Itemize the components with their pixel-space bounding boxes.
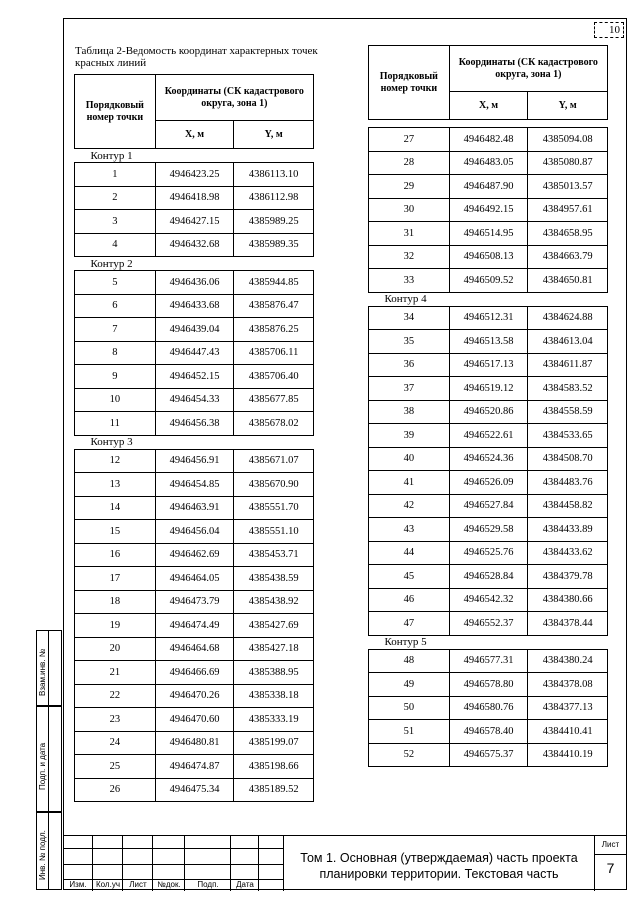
point-number-cell: 51	[369, 720, 450, 744]
point-number-cell: 8	[75, 341, 156, 365]
x-coordinate-cell: 4946483.05	[449, 151, 528, 175]
point-number-cell: 34	[369, 306, 450, 330]
side-stamp-field-1	[49, 630, 62, 706]
x-coordinate-cell: 4946464.05	[155, 567, 234, 591]
point-number-cell: 44	[369, 541, 450, 565]
table-row	[369, 424, 608, 448]
x-coordinate-cell: 4946470.26	[155, 684, 234, 708]
table-row	[369, 720, 608, 744]
x-coordinate-cell: 4946542.32	[449, 588, 528, 612]
x-coordinate-cell: 4946454.85	[155, 473, 234, 497]
x-coordinate-cell: 4946480.81	[155, 731, 234, 755]
point-number-cell: 15	[75, 520, 156, 544]
point-number-cell: 36	[369, 353, 450, 377]
table-row	[369, 151, 608, 175]
table-row	[75, 708, 314, 732]
point-number-cell: 50	[369, 696, 450, 720]
table-row	[75, 684, 314, 708]
y-coordinate-cell: 4384410.19	[528, 743, 608, 767]
table-row	[369, 588, 608, 612]
table-row	[369, 447, 608, 471]
contour-label	[369, 120, 608, 128]
x-coordinate-cell: 4946418.98	[155, 186, 234, 210]
x-coordinate-cell: 4946436.06	[155, 271, 234, 295]
y-coordinate-cell: 4384508.70	[528, 447, 608, 471]
side-label-original-inv: Инв. № подл.	[38, 830, 47, 880]
x-coordinate-cell: 4946463.91	[155, 496, 234, 520]
x-coordinate-cell: 4946529.58	[449, 518, 528, 542]
point-number-cell: 41	[369, 471, 450, 495]
y-coordinate-cell: 4384613.04	[528, 330, 608, 354]
table-row	[75, 755, 314, 779]
y-coordinate-cell: 4384377.13	[528, 696, 608, 720]
y-coordinate-cell: 4385453.71	[234, 543, 314, 567]
table-row	[75, 233, 314, 257]
point-number-cell: 46	[369, 588, 450, 612]
y-coordinate-cell: 4385199.07	[234, 731, 314, 755]
x-coordinate-cell: 4946512.31	[449, 306, 528, 330]
header-x: X, м	[449, 92, 528, 120]
table-row	[75, 210, 314, 234]
y-coordinate-cell: 4384433.62	[528, 541, 608, 565]
point-number-cell: 24	[75, 731, 156, 755]
y-coordinate-cell: 4384378.44	[528, 612, 608, 636]
x-coordinate-cell: 4946528.84	[449, 565, 528, 589]
table-row	[75, 388, 314, 412]
y-coordinate-cell: 4385080.87	[528, 151, 608, 175]
x-coordinate-cell: 4946508.13	[449, 245, 528, 269]
x-coordinate-cell: 4946524.36	[449, 447, 528, 471]
y-coordinate-cell: 4385677.85	[234, 388, 314, 412]
table-row	[369, 269, 608, 293]
coordinates-table-right	[368, 45, 608, 767]
y-coordinate-cell: 4384957.61	[528, 198, 608, 222]
point-number-cell: 6	[75, 294, 156, 318]
contour-label: Контур 4	[369, 292, 608, 306]
side-label-signature-date: Подп. и дата	[38, 742, 47, 790]
y-coordinate-cell: 4384483.76	[528, 471, 608, 495]
header-y: Y, м	[234, 121, 314, 149]
table-row	[369, 128, 608, 152]
y-coordinate-cell: 4385338.18	[234, 684, 314, 708]
y-coordinate-cell: 4384433.89	[528, 518, 608, 542]
point-number-cell: 10	[75, 388, 156, 412]
x-coordinate-cell: 4946456.04	[155, 520, 234, 544]
x-coordinate-cell: 4946522.61	[449, 424, 528, 448]
y-coordinate-cell: 4384558.59	[528, 400, 608, 424]
table-row	[75, 341, 314, 365]
y-coordinate-cell: 4384663.79	[528, 245, 608, 269]
header-x: X, м	[155, 121, 234, 149]
table-row	[75, 163, 314, 187]
sheet-number: 7	[606, 860, 615, 876]
y-coordinate-cell: 4384458.82	[528, 494, 608, 518]
point-number-cell: 45	[369, 565, 450, 589]
x-coordinate-cell: 4946526.09	[449, 471, 528, 495]
y-coordinate-cell: 4384533.65	[528, 424, 608, 448]
y-coordinate-cell: 4385551.10	[234, 520, 314, 544]
x-coordinate-cell: 4946482.48	[449, 128, 528, 152]
y-coordinate-cell: 4385678.02	[234, 412, 314, 436]
x-coordinate-cell: 4946462.69	[155, 543, 234, 567]
x-coordinate-cell: 4946475.34	[155, 778, 234, 802]
table-row	[369, 649, 608, 673]
table-row	[75, 567, 314, 591]
point-number-cell: 20	[75, 637, 156, 661]
x-coordinate-cell: 4946575.37	[449, 743, 528, 767]
x-coordinate-cell: 4946427.15	[155, 210, 234, 234]
point-number-cell: 5	[75, 271, 156, 295]
y-coordinate-cell: 4384583.52	[528, 377, 608, 401]
table-row	[369, 400, 608, 424]
point-number-cell: 26	[75, 778, 156, 802]
y-coordinate-cell: 4385333.19	[234, 708, 314, 732]
header-point-number: Порядковый номер точки	[75, 75, 156, 149]
side-label-replacement-inv: Взам.инв. №	[38, 648, 47, 696]
table-row	[369, 743, 608, 767]
point-number-cell: 9	[75, 365, 156, 389]
stamp-col-doc-number: №док.	[157, 880, 181, 889]
contour-label: Контур 3	[75, 435, 314, 449]
table-row	[75, 661, 314, 685]
y-coordinate-cell: 4385706.40	[234, 365, 314, 389]
table-row	[369, 377, 608, 401]
table-row	[75, 637, 314, 661]
stamp-col-signature: Подп.	[197, 880, 219, 889]
table-row	[369, 198, 608, 222]
x-coordinate-cell: 4946520.86	[449, 400, 528, 424]
point-number-cell: 2	[75, 186, 156, 210]
contour-label: Контур 2	[75, 257, 314, 271]
y-coordinate-cell: 4385551.70	[234, 496, 314, 520]
x-coordinate-cell: 4946578.80	[449, 673, 528, 697]
table-row	[369, 353, 608, 377]
y-coordinate-cell: 4384410.41	[528, 720, 608, 744]
point-number-cell: 39	[369, 424, 450, 448]
table-row	[75, 412, 314, 436]
table-row	[75, 449, 314, 473]
y-coordinate-cell: 4385944.85	[234, 271, 314, 295]
point-number-cell: 4	[75, 233, 156, 257]
x-coordinate-cell: 4946466.69	[155, 661, 234, 685]
y-coordinate-cell: 4384378.08	[528, 673, 608, 697]
x-coordinate-cell: 4946527.84	[449, 494, 528, 518]
y-coordinate-cell: 4385427.69	[234, 614, 314, 638]
x-coordinate-cell: 4946580.76	[449, 696, 528, 720]
x-coordinate-cell: 4946439.04	[155, 318, 234, 342]
point-number-cell: 19	[75, 614, 156, 638]
table-row	[369, 175, 608, 199]
x-coordinate-cell: 4946454.33	[155, 388, 234, 412]
x-coordinate-cell: 4946487.90	[449, 175, 528, 199]
table-row	[75, 590, 314, 614]
y-coordinate-cell: 4385989.25	[234, 210, 314, 234]
document-title: Том 1. Основная (утверждаемая) часть проекта планировки территории. Текстовая часть	[300, 851, 578, 881]
y-coordinate-cell: 4384624.88	[528, 306, 608, 330]
sheet-label: Лист	[601, 840, 620, 849]
y-coordinate-cell: 4385876.47	[234, 294, 314, 318]
coordinates-table-left	[74, 74, 314, 802]
point-number-cell: 3	[75, 210, 156, 234]
x-coordinate-cell: 4946474.87	[155, 755, 234, 779]
point-number-cell: 38	[369, 400, 450, 424]
point-number-cell: 49	[369, 673, 450, 697]
y-coordinate-cell: 4386112.98	[234, 186, 314, 210]
table-row	[75, 271, 314, 295]
header-coordinates: Координаты (СК кадастрового округа, зона 1)	[449, 46, 607, 92]
x-coordinate-cell: 4946473.79	[155, 590, 234, 614]
table-row	[369, 306, 608, 330]
point-number-cell: 35	[369, 330, 450, 354]
point-number-cell: 13	[75, 473, 156, 497]
x-coordinate-cell: 4946456.91	[155, 449, 234, 473]
x-coordinate-cell: 4946433.68	[155, 294, 234, 318]
table-row	[369, 494, 608, 518]
table-row	[75, 731, 314, 755]
point-number-cell: 25	[75, 755, 156, 779]
table-row	[369, 673, 608, 697]
point-number-cell: 21	[75, 661, 156, 685]
contour-label: Контур 5	[369, 635, 608, 649]
stamp-col-change: Изм.	[69, 880, 87, 889]
point-number-cell: 11	[75, 412, 156, 436]
point-number-cell: 27	[369, 128, 450, 152]
x-coordinate-cell: 4946519.12	[449, 377, 528, 401]
table-row	[75, 520, 314, 544]
point-number-cell: 7	[75, 318, 156, 342]
table-row	[369, 565, 608, 589]
x-coordinate-cell: 4946452.15	[155, 365, 234, 389]
stamp-col-sheet: Лист	[129, 880, 147, 889]
y-coordinate-cell: 4385438.92	[234, 590, 314, 614]
x-coordinate-cell: 4946552.37	[449, 612, 528, 636]
table-row	[75, 365, 314, 389]
table-row	[369, 696, 608, 720]
x-coordinate-cell: 4946423.25	[155, 163, 234, 187]
x-coordinate-cell: 4946517.13	[449, 353, 528, 377]
point-number-cell: 48	[369, 649, 450, 673]
point-number-cell: 23	[75, 708, 156, 732]
table-row	[75, 294, 314, 318]
x-coordinate-cell: 4946456.38	[155, 412, 234, 436]
y-coordinate-cell: 4385094.08	[528, 128, 608, 152]
point-number-cell: 32	[369, 245, 450, 269]
point-number-cell: 30	[369, 198, 450, 222]
y-coordinate-cell: 4384380.66	[528, 588, 608, 612]
point-number-cell: 47	[369, 612, 450, 636]
table-row	[75, 778, 314, 802]
y-coordinate-cell: 4385706.11	[234, 341, 314, 365]
y-coordinate-cell: 4384650.81	[528, 269, 608, 293]
y-coordinate-cell: 4385427.18	[234, 637, 314, 661]
x-coordinate-cell: 4946578.40	[449, 720, 528, 744]
x-coordinate-cell: 4946513.58	[449, 330, 528, 354]
stamp-col-date: Дата	[236, 880, 254, 889]
x-coordinate-cell: 4946514.95	[449, 222, 528, 246]
y-coordinate-cell: 4385671.07	[234, 449, 314, 473]
table-row	[75, 496, 314, 520]
y-coordinate-cell: 4385388.95	[234, 661, 314, 685]
table-row	[369, 330, 608, 354]
header-point-number: Порядковый номер точки	[369, 46, 450, 120]
point-number-cell: 52	[369, 743, 450, 767]
y-coordinate-cell: 4384611.87	[528, 353, 608, 377]
table-row	[75, 543, 314, 567]
header-coordinates: Координаты (СК кадастрового округа, зона 1)	[155, 75, 313, 121]
table-row	[369, 518, 608, 542]
y-coordinate-cell: 4384380.24	[528, 649, 608, 673]
table-row	[369, 245, 608, 269]
table-row	[369, 471, 608, 495]
x-coordinate-cell: 4946447.43	[155, 341, 234, 365]
y-coordinate-cell: 4385670.90	[234, 473, 314, 497]
y-coordinate-cell: 4385876.25	[234, 318, 314, 342]
side-stamp-field-2	[49, 706, 62, 812]
table-row	[75, 318, 314, 342]
y-coordinate-cell: 4386113.10	[234, 163, 314, 187]
x-coordinate-cell: 4946464.68	[155, 637, 234, 661]
table-row	[369, 222, 608, 246]
x-coordinate-cell: 4946470.60	[155, 708, 234, 732]
table-row	[75, 186, 314, 210]
side-stamp-field-3	[49, 812, 62, 890]
point-number-cell: 14	[75, 496, 156, 520]
x-coordinate-cell: 4946492.15	[449, 198, 528, 222]
point-number-cell: 18	[75, 590, 156, 614]
y-coordinate-cell: 4385989.35	[234, 233, 314, 257]
table-row	[75, 614, 314, 638]
table-row	[75, 473, 314, 497]
point-number-cell: 12	[75, 449, 156, 473]
stamp-col-count: Кол.уч	[96, 880, 120, 889]
x-coordinate-cell: 4946474.49	[155, 614, 234, 638]
y-coordinate-cell: 4385189.52	[234, 778, 314, 802]
x-coordinate-cell: 4946577.31	[449, 649, 528, 673]
title-block	[63, 835, 627, 891]
page-tag: 10	[594, 22, 624, 38]
contour-label: Контур 1	[75, 149, 314, 163]
point-number-cell: 22	[75, 684, 156, 708]
point-number-cell: 28	[369, 151, 450, 175]
point-number-cell: 16	[75, 543, 156, 567]
y-coordinate-cell: 4384379.78	[528, 565, 608, 589]
point-number-cell: 42	[369, 494, 450, 518]
table-caption: Таблица 2-Ведомость координат характерных точек красных линий	[75, 45, 318, 69]
point-number-cell: 17	[75, 567, 156, 591]
y-coordinate-cell: 4384658.95	[528, 222, 608, 246]
point-number-cell: 31	[369, 222, 450, 246]
point-number-cell: 40	[369, 447, 450, 471]
y-coordinate-cell: 4385438.59	[234, 567, 314, 591]
table-row	[369, 612, 608, 636]
point-number-cell: 37	[369, 377, 450, 401]
header-y: Y, м	[528, 92, 608, 120]
point-number-cell: 33	[369, 269, 450, 293]
x-coordinate-cell: 4946525.76	[449, 541, 528, 565]
y-coordinate-cell: 4385013.57	[528, 175, 608, 199]
point-number-cell: 1	[75, 163, 156, 187]
point-number-cell: 43	[369, 518, 450, 542]
y-coordinate-cell: 4385198.66	[234, 755, 314, 779]
point-number-cell: 29	[369, 175, 450, 199]
table-row	[369, 541, 608, 565]
x-coordinate-cell: 4946509.52	[449, 269, 528, 293]
x-coordinate-cell: 4946432.68	[155, 233, 234, 257]
